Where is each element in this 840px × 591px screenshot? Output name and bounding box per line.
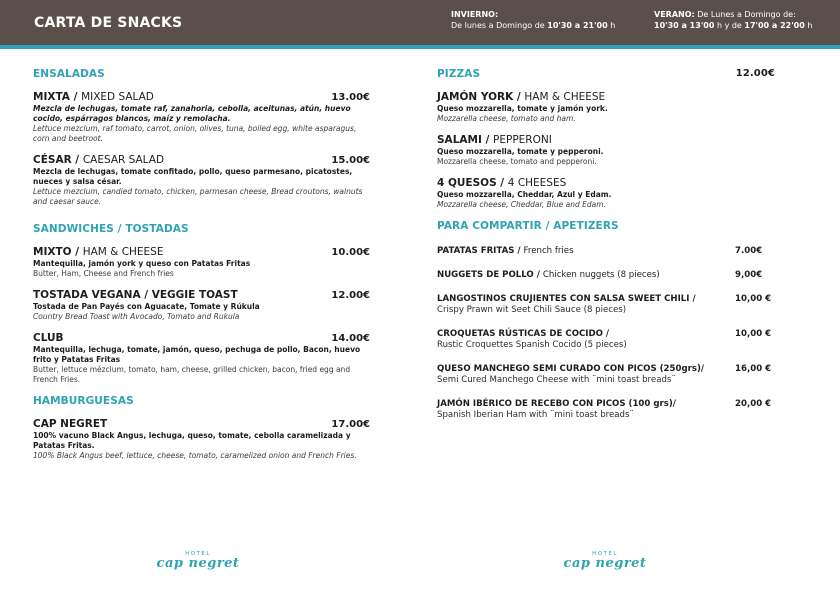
hotel-logo-right [562, 551, 648, 571]
item-name: CÉSAR / [33, 154, 83, 166]
item-name-en: HAM & CHEESE [524, 91, 606, 103]
item-desc-es: Queso mozzarella, tomate y pepperoni. [437, 147, 604, 156]
menu-item-cap-negret [33, 418, 370, 461]
share-item-jamon-iberico [437, 399, 775, 421]
item-desc-en: Butter, Ham, Cheese and French fries [33, 269, 174, 278]
item-name: CAP NEGRET [33, 418, 108, 430]
share-item-queso [437, 364, 775, 386]
winter-line-post: h [607, 21, 616, 30]
item-name-en: PEPPERONI [493, 134, 552, 146]
item-price: 7.00€ [735, 246, 763, 256]
item-name: MIXTO / [33, 246, 83, 258]
item-desc-en: Butter, lettuce mézclum, tomato, ham, cheese, grilled chicken, bacon, fried egg and French Fries. [33, 365, 351, 384]
menu-item-pizza-jamon [437, 91, 775, 124]
item-desc-en: Mozzarella cheese, tomato and pepperoni. [437, 157, 597, 166]
share-item-croquetas [437, 329, 775, 351]
item-sub: Crispy Prawn wit Seet Chili Sauce (8 pieces) [437, 305, 627, 315]
item-desc-en: Mozzarella cheese, tomato and ham. [437, 114, 576, 123]
summer-time2: 17'00 a 22'00 [744, 21, 805, 30]
logo-brand-text: cap negret [156, 556, 240, 571]
winter-line-pre: De lunes a Domingo de [451, 21, 548, 30]
item-desc-es: 100% vacuno Black Angus, lechuga, queso, tomate, cebolla caramelizada y Patatas Fritas. [33, 431, 351, 450]
item-name: QUESO MANCHEGO SEMI CURADO CON PICOS (250grs)/ [437, 364, 705, 374]
menu-item-pizza-salami [437, 134, 775, 167]
header-bar [0, 0, 840, 49]
item-name: TOSTADA VEGANA / VEGGIE TOAST [33, 289, 238, 301]
winter-label: INVIERNO: [451, 10, 499, 19]
item-desc-es: Queso mozzarella, Cheddar, Azul y Edam. [437, 190, 612, 199]
item-desc-en: Mozzarella cheese, Cheddar, Blue and Edam. [437, 200, 606, 209]
item-name-en: French fries [523, 246, 574, 256]
item-name-en: Chicken nuggets (8 pieces) [542, 270, 660, 280]
item-name: 4 QUESOS / [437, 177, 508, 189]
section-sandwiches: SANDWICHES / TOSTADAS [33, 223, 189, 235]
menu-item-pizza-4-quesos [437, 177, 775, 210]
item-sub: Rustic Croquettes Spanish Cocido (5 pieces) [437, 340, 627, 350]
menu-item-mixto [33, 246, 370, 279]
item-price: 17.00€ [331, 419, 370, 430]
item-name: CLUB [33, 332, 64, 344]
item-price: 10,00 € [735, 294, 772, 304]
item-name-en: HAM & CHEESE [82, 246, 164, 258]
pizzas-price: 12.00€ [735, 68, 775, 79]
section-ensaladas: ENSALADAS [33, 68, 105, 80]
menu-title: CARTA DE SNACKS [34, 15, 183, 31]
summer-hours [654, 9, 812, 31]
summer-time1: 10'30 a 13'00 [654, 21, 715, 30]
hotel-logo-left [155, 551, 241, 571]
menu-item-cesar [33, 154, 370, 207]
share-item-nuggets [437, 270, 775, 281]
share-item-patatas [437, 246, 775, 257]
item-desc-en: Lettuce mezclum, raf tomato, carrot, onion, olives, tuna, boiled egg, white asparagus, corn and beetroot. [33, 124, 357, 143]
menu-item-tostada-vegana [33, 289, 370, 322]
item-name-en: MIXED SALAD [81, 91, 154, 103]
menu-item-mixta [33, 91, 370, 144]
item-name: NUGGETS DE POLLO / [437, 270, 543, 280]
item-name: LANGOSTINOS CRUJIENTES CON SALSA SWEET CHILI / [437, 294, 696, 304]
item-name: SALAMI / [437, 134, 494, 146]
item-price: 20,00 € [735, 399, 772, 409]
left-column [33, 68, 370, 471]
item-price: 13.00€ [331, 92, 370, 103]
item-price: 16,00 € [735, 364, 772, 374]
share-item-langostinos [437, 294, 775, 316]
summer-label: VERANO: [654, 10, 695, 19]
item-price: 14.00€ [331, 333, 370, 344]
logo-brand-text: cap negret [563, 556, 647, 571]
item-price: 12.00€ [331, 290, 370, 301]
item-name: JAMÓN YORK / [437, 91, 525, 103]
winter-time: 10'30 a 21'00 [547, 21, 608, 30]
item-name: CROQUETAS RÚSTICAS DE COCIDO / [437, 329, 610, 339]
winter-hours [451, 9, 615, 31]
item-name-en: 4 CHEESES [507, 177, 567, 189]
item-desc-en: Country Bread Toast with Avocado, Tomato and Rukula [33, 312, 240, 321]
item-desc-en: 100% Black Angus beef, lettuce, cheese, tomato, caramelized onion and French Fries. [33, 451, 357, 460]
item-name: MIXTA / [33, 91, 82, 103]
section-pizzas-title: PIZZAS [437, 68, 481, 80]
item-price: 15.00€ [331, 155, 370, 166]
logo-hotel-text: HOTEL [185, 551, 211, 557]
item-price: 10,00 € [735, 329, 772, 339]
item-price: 10.00€ [331, 247, 370, 258]
section-hamburguesas: HAMBURGUESAS [33, 395, 134, 407]
logo-hotel-text: HOTEL [592, 551, 618, 557]
item-sub: Semi Cured Manchego Cheese with ¨mini toast breads¨ [437, 375, 676, 385]
item-name: PATATAS FRITAS / [437, 246, 524, 256]
item-desc-en: Lettuce mezclum, candied tomato, chicken, parmesan cheese, Bread croutons, walnuts and caesar sauce. [33, 187, 363, 206]
summer-line1: De Lunes a Domingo de: [694, 10, 796, 19]
right-column [437, 68, 775, 434]
summer-mid: h y de [714, 21, 745, 30]
item-desc-es: Mezcla de lechugas, tomate raf, zanahoria, cebolla, aceitunas, atún, huevo cocido, espárragos blancos, maíz y remolacha. [33, 104, 351, 123]
menu-item-club [33, 332, 370, 385]
item-desc-es: Queso mozzarella, tomate y jamón york. [437, 104, 608, 113]
summer-post: h [804, 21, 813, 30]
item-desc-es: Mantequilla, lechuga, tomate, jamón, queso, pechuga de pollo, Bacon, huevo frito y Patatas Fritas [33, 345, 361, 364]
item-desc-es: Tostada de Pan Payés con Aguacate, Tomate y Rúkula [33, 302, 260, 311]
item-desc-es: Mantequilla, jamón york y queso con Patatas Fritas [33, 259, 251, 268]
item-sub: Spanish Iberian Ham with ¨mini toast breads¨ [437, 410, 634, 420]
item-price: 9,00€ [735, 270, 763, 280]
item-desc-es: Mezcla de lechugas, tomate confitado, pollo, queso parmesano, picatostes, nueces y salsa césar. [33, 167, 353, 186]
item-name-en: CAESAR SALAD [82, 154, 165, 166]
section-pizzas [437, 68, 775, 80]
section-compartir: PARA COMPARTIR / APETIZERS [437, 220, 619, 232]
item-name: JAMÓN IBÉRICO DE RECEBO CON PICOS (100 grs)/ [437, 399, 676, 409]
